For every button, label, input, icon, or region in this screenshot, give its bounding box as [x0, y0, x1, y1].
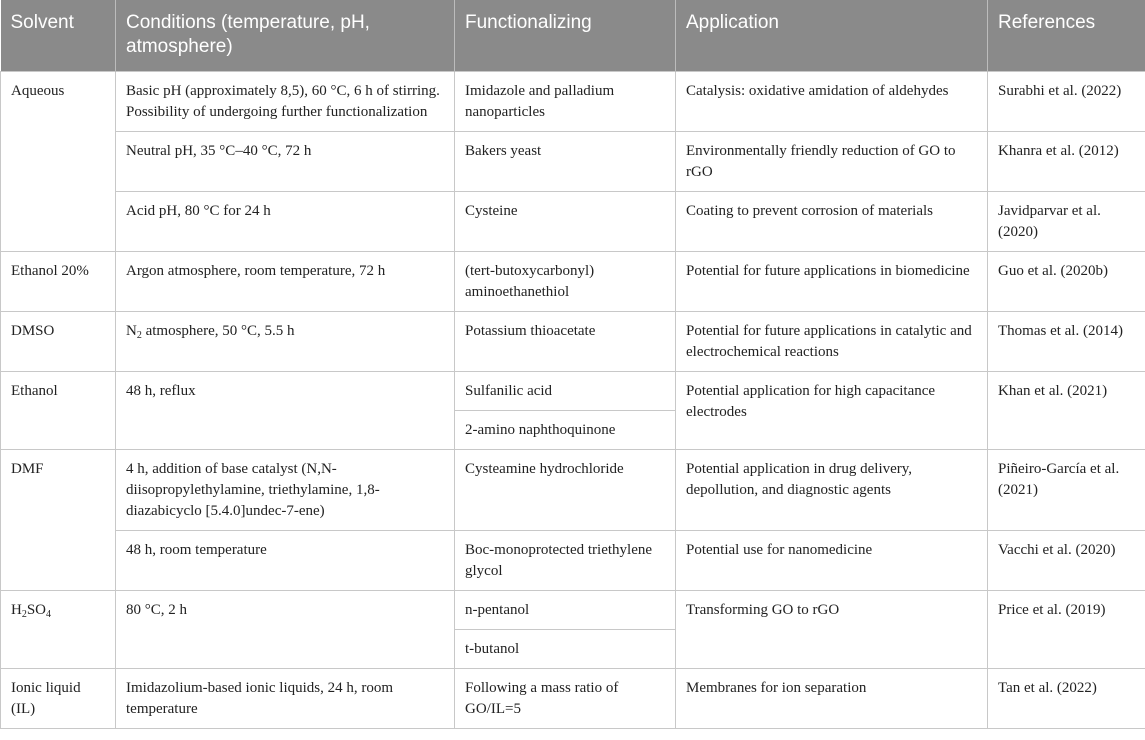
- functionalizing-cell: (tert-butoxycarbonyl) aminoethanethiol: [455, 252, 676, 312]
- reference-cell: Khanra et al. (2012): [988, 132, 1145, 192]
- conditions-cell: 48 h, room temperature: [116, 531, 455, 591]
- functionalizing-cell: n-pentanol: [455, 591, 676, 630]
- header-row: [1, 0, 1145, 72]
- solvent-cell: Aqueous: [1, 72, 116, 252]
- table-row: [1, 312, 1145, 372]
- functionalizing-cell: 2-amino naphthoquinone: [455, 411, 676, 450]
- reference-cell: Vacchi et al. (2020): [988, 531, 1145, 591]
- header-conditions: Conditions (temperature, pH, atmosphere): [116, 0, 455, 72]
- functionalizing-cell: Potassium thioacetate: [455, 312, 676, 372]
- conditions-cell: Imidazolium-based ionic liquids, 24 h, room temperature: [116, 669, 455, 729]
- conditions-cell: 4 h, addition of base catalyst (N,N-diisopropylethylamine, triethylamine, 1,8-diazabicyclo [5.4.0]undec-7-ene): [116, 450, 455, 531]
- reference-cell: Khan et al. (2021): [988, 372, 1145, 450]
- subscript: 4: [46, 609, 52, 620]
- conditions-cell: Acid pH, 80 °C for 24 h: [116, 192, 455, 252]
- application-cell: Potential application for high capacitance electrodes: [676, 372, 988, 450]
- conditions-cell: [116, 312, 455, 372]
- application-cell: Environmentally friendly reduction of GO to rGO: [676, 132, 988, 192]
- conditions-cell: Argon atmosphere, room temperature, 72 h: [116, 252, 455, 312]
- header-solvent: Solvent: [1, 0, 116, 72]
- table-row: [1, 72, 1145, 132]
- reference-cell: Piñeiro-García et al. (2021): [988, 450, 1145, 531]
- solvent-cell: Ionic liquid (IL): [1, 669, 116, 729]
- table-row: [1, 252, 1145, 312]
- functionalizing-cell: Bakers yeast: [455, 132, 676, 192]
- functionalizing-cell: Cysteine: [455, 192, 676, 252]
- table-row: [1, 591, 1145, 630]
- functionalizing-cell: t-butanol: [455, 630, 676, 669]
- reference-cell: Thomas et al. (2014): [988, 312, 1145, 372]
- table-row: [1, 450, 1145, 531]
- solvent-text: H: [11, 602, 22, 618]
- header-references: References: [988, 0, 1145, 72]
- conditions-cell: Basic pH (approximately 8,5), 60 °C, 6 h of stirring. Possibility of undergoing further functionalization: [116, 72, 455, 132]
- reference-cell: Price et al. (2019): [988, 591, 1145, 669]
- table-row: [1, 372, 1145, 411]
- conditions-text: N: [126, 323, 137, 339]
- subscript: 2: [21, 609, 27, 620]
- subscript: 2: [136, 330, 142, 341]
- solvent-text: SO: [26, 602, 47, 618]
- application-cell: Potential for future applications in catalytic and electrochemical reactions: [676, 312, 988, 372]
- application-cell: Potential use for nanomedicine: [676, 531, 988, 591]
- header-application: Application: [676, 0, 988, 72]
- reference-cell: Javidparvar et al. (2020): [988, 192, 1145, 252]
- table-body: [1, 72, 1145, 729]
- application-cell: Catalysis: oxidative amidation of aldehydes: [676, 72, 988, 132]
- table-row: [1, 132, 1145, 192]
- reference-cell: Surabhi et al. (2022): [988, 72, 1145, 132]
- functionalizing-cell: Boc-monoprotected triethylene glycol: [455, 531, 676, 591]
- reference-cell: Tan et al. (2022): [988, 669, 1145, 729]
- conditions-text: atmosphere, 50 °C, 5.5 h: [141, 323, 295, 339]
- application-cell: Membranes for ion separation: [676, 669, 988, 729]
- table-row: [1, 192, 1145, 252]
- functionalizing-cell: Sulfanilic acid: [455, 372, 676, 411]
- conditions-cell: 48 h, reflux: [116, 372, 455, 450]
- table-header: [1, 0, 1145, 72]
- functionalizing-cell: Cysteamine hydrochloride: [455, 450, 676, 531]
- functionalizing-cell: Following a mass ratio of GO/IL=5: [455, 669, 676, 729]
- solvent-cell: DMF: [1, 450, 116, 591]
- conditions-cell: Neutral pH, 35 °C–40 °C, 72 h: [116, 132, 455, 192]
- header-functionalizing: Functionalizing: [455, 0, 676, 72]
- table-row: [1, 669, 1145, 729]
- application-cell: Potential application in drug delivery, depollution, and diagnostic agents: [676, 450, 988, 531]
- functionalizing-cell: Imidazole and palladium nanoparticles: [455, 72, 676, 132]
- application-cell: Coating to prevent corrosion of materials: [676, 192, 988, 252]
- reference-cell: Guo et al. (2020b): [988, 252, 1145, 312]
- table-row: [1, 531, 1145, 591]
- application-cell: Potential for future applications in biomedicine: [676, 252, 988, 312]
- solvent-cell: Ethanol 20%: [1, 252, 116, 312]
- solvent-cell: [1, 591, 116, 669]
- application-cell: Transforming GO to rGO: [676, 591, 988, 669]
- solvent-cell: Ethanol: [1, 372, 116, 450]
- solvent-cell: DMSO: [1, 312, 116, 372]
- conditions-cell: 80 °C, 2 h: [116, 591, 455, 669]
